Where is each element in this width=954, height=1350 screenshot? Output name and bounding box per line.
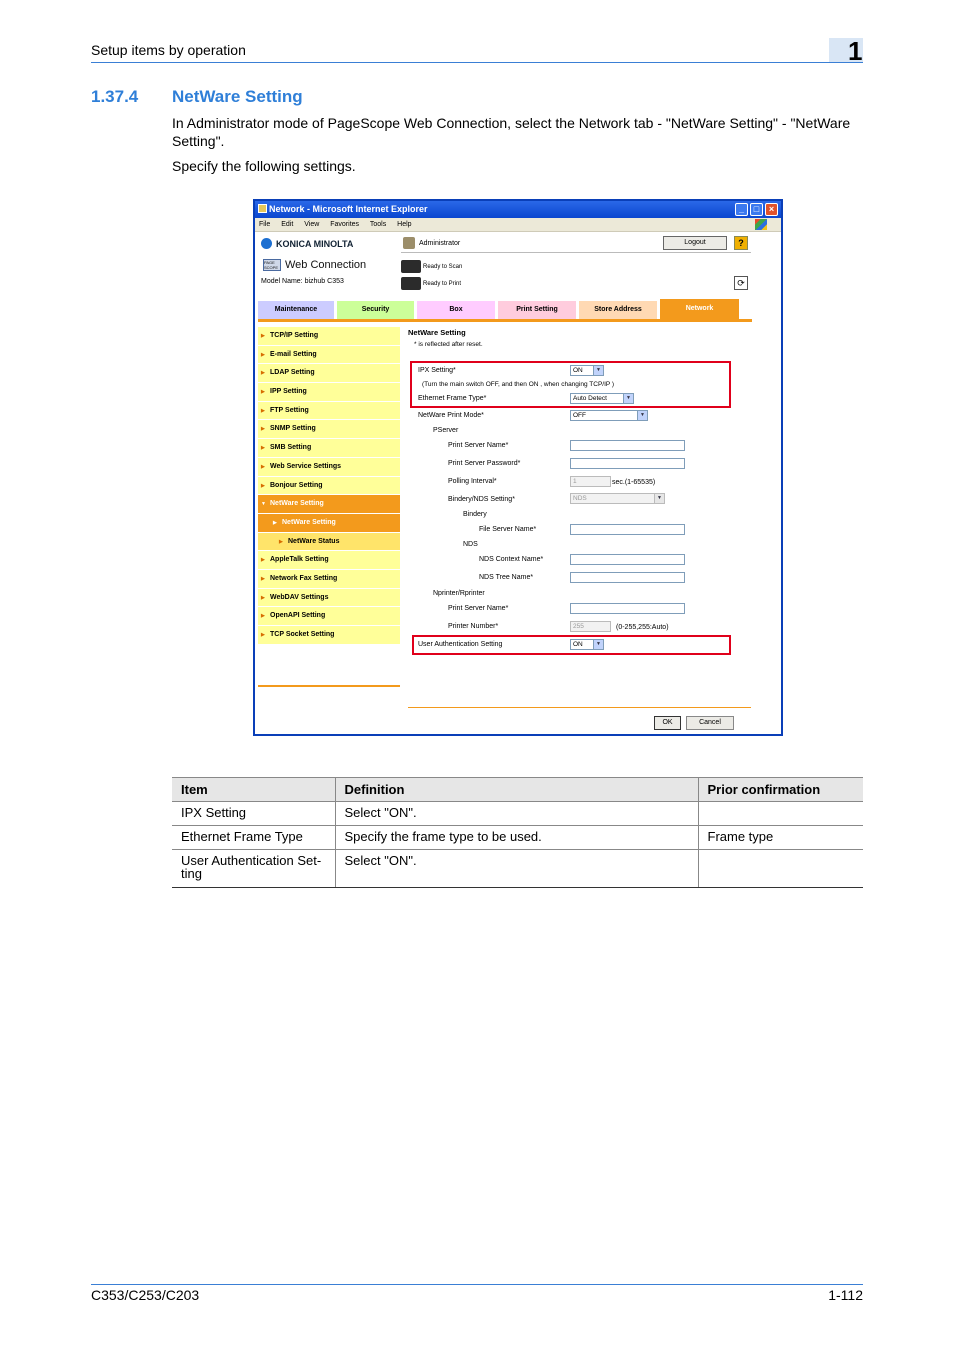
table-cell: Frame type bbox=[698, 826, 863, 850]
pserver-heading: PServer bbox=[433, 427, 459, 434]
section-title: NetWare Setting bbox=[172, 87, 303, 106]
footer-page-number: 1-112 bbox=[828, 1287, 863, 1303]
column-header: Definition bbox=[335, 778, 698, 802]
chevron-down-icon: ▼ bbox=[623, 394, 633, 403]
maximize-icon[interactable]: □ bbox=[750, 203, 763, 216]
ipx-setting-value: ON bbox=[573, 367, 583, 374]
window-title: Network - Microsoft Internet Explorer bbox=[269, 204, 428, 214]
brand-name: KONICA MINOLTA bbox=[276, 238, 354, 249]
sidebar-rule bbox=[258, 685, 400, 687]
bindery-nds-value: NDS bbox=[573, 495, 587, 502]
pagescope-logo bbox=[263, 259, 366, 271]
table-cell: Select "ON". bbox=[335, 802, 698, 826]
menu-tools[interactable]: Tools bbox=[369, 221, 387, 228]
bindery-nds-select[interactable] bbox=[570, 493, 665, 504]
tab-print-setting[interactable]: Print Setting bbox=[498, 301, 576, 319]
tab-maintenance[interactable]: Maintenance bbox=[258, 301, 334, 319]
file-server-name-input[interactable] bbox=[570, 524, 685, 535]
refresh-icon[interactable]: ⟳ bbox=[734, 276, 748, 290]
print-server-password-label: Print Server Password* bbox=[448, 460, 521, 467]
scanner-icon bbox=[401, 260, 421, 273]
sidebar-item-email[interactable]: ▶ E-mail Setting bbox=[258, 346, 400, 365]
logout-button[interactable]: Logout bbox=[663, 236, 727, 250]
sidebar-item-tcpip[interactable]: ▶ TCP/IP Setting bbox=[258, 327, 400, 346]
form-rule bbox=[408, 707, 751, 708]
printer-number-range: (0-255,255:Auto) bbox=[616, 624, 669, 631]
user-auth-value: ON bbox=[573, 641, 583, 648]
user-auth-label: User Authentication Setting bbox=[418, 641, 503, 648]
sidebar-item-snmp[interactable]: ▶ SNMP Setting bbox=[258, 420, 400, 439]
menu-favorites[interactable]: Favorites bbox=[330, 221, 360, 228]
ipx-hint: (Turn the main switch OFF, and then ON , when changing TCP/IP ) bbox=[422, 381, 615, 388]
help-icon[interactable]: ? bbox=[734, 236, 748, 250]
intro-paragraph: In Administrator mode of PageScope Web Connection, select the Network tab - "NetWare Setting" - "NetWare Setting". bbox=[172, 115, 851, 149]
print-mode-label: NetWare Print Mode* bbox=[418, 412, 484, 419]
chapter-number: 1 bbox=[848, 36, 863, 66]
product-name: Web Connection bbox=[285, 259, 367, 271]
settings-table bbox=[172, 777, 863, 888]
sidebar-subitem-netware-setting[interactable]: ▶ NetWare Setting bbox=[258, 514, 400, 533]
section-number: 1.37.4 bbox=[91, 87, 139, 106]
sidebar-item-web-service[interactable]: ▶ Web Service Settings bbox=[258, 458, 400, 477]
form-note: * is reflected after reset. bbox=[414, 341, 483, 348]
nds-heading: NDS bbox=[463, 541, 478, 548]
menu-edit[interactable]: Edit bbox=[281, 221, 294, 228]
bindery-heading: Bindery bbox=[463, 511, 487, 518]
print-mode-value: OFF bbox=[573, 412, 586, 419]
sidebar-item-ldap[interactable]: ▶ LDAP Setting bbox=[258, 364, 400, 383]
nprinter-heading: Nprinter/Rprinter bbox=[433, 590, 485, 597]
konica-minolta-logo bbox=[261, 238, 353, 249]
status-scan bbox=[401, 260, 462, 273]
footer-rule bbox=[91, 1284, 863, 1285]
sidebar-subitem-netware-status[interactable]: ▶ NetWare Status bbox=[258, 533, 400, 552]
ipx-setting-select[interactable] bbox=[570, 365, 604, 376]
polling-interval-label: Polling Interval* bbox=[448, 478, 497, 485]
form-title: NetWare Setting bbox=[408, 328, 466, 337]
pagescope-badge: PAGE SCOPE bbox=[263, 259, 281, 271]
menu-view[interactable]: View bbox=[304, 221, 320, 228]
model-name: Model Name: bizhub C353 bbox=[261, 278, 344, 285]
table-row bbox=[172, 802, 863, 826]
minimize-icon[interactable]: _ bbox=[735, 203, 748, 216]
sidebar-item-network-fax[interactable]: ▶ Network Fax Setting bbox=[258, 570, 400, 589]
table-cell: IPX Setting bbox=[172, 802, 335, 826]
status-scan-text: Ready to Scan bbox=[423, 263, 463, 270]
column-header: Item bbox=[172, 778, 335, 802]
sidebar-item-ipp[interactable]: ▶ IPP Setting bbox=[258, 383, 400, 402]
ipx-setting-label: IPX Setting* bbox=[418, 367, 456, 374]
table-cell: Ethernet Frame Type bbox=[172, 826, 335, 850]
column-header: Prior confirmation bbox=[698, 778, 863, 802]
print-mode-select[interactable] bbox=[570, 410, 648, 421]
frame-type-select[interactable] bbox=[570, 393, 634, 404]
tab-store-address[interactable]: Store Address bbox=[579, 301, 657, 319]
sidebar-menu bbox=[258, 327, 400, 645]
tab-security[interactable]: Security bbox=[337, 301, 414, 319]
chevron-down-icon: ▼ bbox=[637, 411, 647, 420]
nds-context-name-input[interactable] bbox=[570, 554, 685, 565]
nds-context-name-label: NDS Context Name* bbox=[479, 556, 544, 563]
admin-user: Administrator bbox=[419, 239, 461, 247]
file-server-name-label: File Server Name* bbox=[479, 526, 537, 533]
table-header-row bbox=[172, 778, 863, 802]
admin-icon bbox=[403, 237, 415, 249]
nds-tree-name-input[interactable] bbox=[570, 572, 685, 583]
bindery-nds-label: Bindery/NDS Setting* bbox=[448, 496, 515, 503]
table-cell: User Authentication Set- ting bbox=[172, 850, 335, 888]
frame-type-label: Ethernet Frame Type* bbox=[418, 395, 487, 402]
user-auth-select[interactable] bbox=[570, 639, 604, 650]
sidebar-item-openapi[interactable]: ▶ OpenAPI Setting bbox=[258, 607, 400, 626]
chevron-down-icon: ▼ bbox=[593, 366, 603, 375]
table-cell: Specify the frame type to be used. bbox=[335, 826, 698, 850]
admin-rule bbox=[401, 252, 751, 253]
printer-number-label: Printer Number* bbox=[448, 623, 499, 630]
ie-icon bbox=[258, 204, 267, 213]
footer-model: C353/C253/C203 bbox=[91, 1287, 200, 1303]
main-tabs bbox=[258, 299, 752, 322]
menu-help[interactable]: Help bbox=[397, 221, 412, 228]
sidebar-item-smb[interactable]: ▶ SMB Setting bbox=[258, 439, 400, 458]
cancel-button[interactable]: Cancel bbox=[686, 716, 734, 730]
tab-box[interactable]: Box bbox=[417, 301, 495, 319]
chevron-down-icon: ▼ bbox=[593, 640, 603, 649]
close-icon[interactable]: × bbox=[765, 203, 778, 216]
ok-button[interactable]: OK bbox=[654, 716, 681, 730]
sidebar-item-bonjour[interactable]: ▶ Bonjour Setting bbox=[258, 477, 400, 496]
table-cell bbox=[698, 802, 863, 826]
printer-number-input[interactable]: 255 bbox=[570, 621, 611, 632]
table-row bbox=[172, 826, 863, 850]
table-row bbox=[172, 850, 863, 888]
admin-label bbox=[403, 237, 460, 249]
frame-type-value: Auto Detect bbox=[573, 395, 607, 402]
sidebar-item-tcp-socket[interactable]: ▶ TCP Socket Setting bbox=[258, 626, 400, 645]
status-print-text: Ready to Print bbox=[423, 280, 462, 287]
polling-interval-input[interactable]: 1 bbox=[570, 476, 611, 487]
status-print bbox=[401, 277, 461, 290]
running-header: Setup items by operation bbox=[91, 42, 246, 58]
sidebar-item-ftp[interactable]: ▶ FTP Setting bbox=[258, 402, 400, 421]
windows-logo-icon bbox=[755, 219, 767, 230]
printer-icon bbox=[401, 277, 421, 290]
table-cell: Select "ON". bbox=[335, 850, 698, 888]
print-server-password-input[interactable] bbox=[570, 458, 685, 469]
sidebar-item-netware[interactable]: ▼ NetWare Setting bbox=[258, 495, 400, 514]
window-titlebar bbox=[255, 201, 781, 218]
menu-bar bbox=[255, 218, 781, 232]
print-server-name-label: Print Server Name* bbox=[448, 442, 509, 449]
chevron-down-icon: ▼ bbox=[654, 494, 664, 503]
menu-file[interactable]: File bbox=[259, 221, 271, 228]
nprinter-server-name-label: Print Server Name* bbox=[448, 605, 509, 612]
browser-window bbox=[253, 199, 783, 736]
polling-interval-unit: sec.(1-65535) bbox=[612, 479, 656, 486]
table-cell bbox=[698, 850, 863, 888]
sidebar-item-webdav[interactable]: ▶ WebDAV Settings bbox=[258, 589, 400, 608]
specify-paragraph: Specify the following settings. bbox=[172, 158, 356, 174]
header-rule bbox=[91, 62, 863, 63]
page-content bbox=[255, 232, 781, 736]
nprinter-server-name-input[interactable] bbox=[570, 603, 685, 614]
globe-icon bbox=[261, 238, 272, 249]
tab-network[interactable]: Network bbox=[660, 299, 739, 319]
sidebar-item-appletalk[interactable]: ▶ AppleTalk Setting bbox=[258, 551, 400, 570]
print-server-name-input[interactable] bbox=[570, 440, 685, 451]
nds-tree-name-label: NDS Tree Name* bbox=[479, 574, 534, 581]
